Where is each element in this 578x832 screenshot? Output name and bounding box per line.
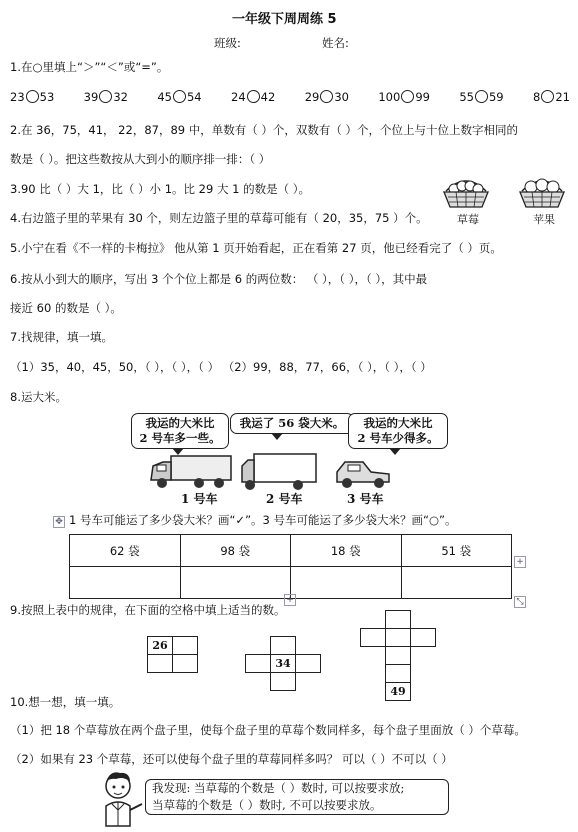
right-number: 53	[39, 90, 55, 104]
q1-comparisons	[10, 90, 570, 104]
q6-line2: 接近 60 的数是（ ）。	[10, 301, 122, 315]
q3-prompt: 3.90 比（ ）大 1，比（ ）小 1。比 29 大 1 的数是（ ）。	[10, 182, 310, 196]
q9-prompt: 9.按照上表中的规律，在下面的空格中填上适当的数。	[10, 603, 286, 617]
answer-circle[interactable]	[99, 90, 112, 103]
bubble-truck-3	[348, 413, 448, 449]
truck-2-icon	[240, 452, 318, 495]
grid-cell[interactable]	[148, 655, 173, 673]
grid-cell: 49	[386, 683, 411, 701]
bubble-3-line1: 我运的大米比	[363, 416, 433, 430]
bubble-truck-1	[131, 413, 229, 449]
add-column-icon[interactable]: +	[514, 556, 526, 568]
rice-options-table	[69, 534, 512, 599]
apple-label: 苹果	[533, 213, 555, 226]
discovery-note	[145, 779, 449, 815]
left-number: 55	[459, 90, 474, 104]
answer-circle[interactable]	[475, 90, 488, 103]
q10-part2: （2）如果有 23 个草莓，还可以使每个盘子里的草莓同样多吗？ 可以（ ）不可以（ ）	[10, 752, 453, 766]
number-grid-3	[360, 610, 436, 701]
left-number: 8	[533, 90, 541, 104]
left-number: 23	[10, 90, 25, 104]
comparison-item	[378, 90, 430, 104]
answer-circle[interactable]	[26, 90, 39, 103]
grid-cell[interactable]	[361, 629, 386, 647]
comparison-item	[157, 90, 201, 104]
resize-table-icon[interactable]: ⤡	[514, 596, 526, 608]
grid-cell: 26	[148, 637, 173, 655]
strawberry-label: 草莓	[457, 213, 479, 226]
left-number: 29	[304, 90, 320, 104]
grid-cell[interactable]	[246, 655, 271, 673]
comparison-item	[231, 90, 275, 104]
answer-circle[interactable]	[401, 90, 414, 103]
name-label: 姓名:	[322, 36, 349, 50]
table-move-handle-icon[interactable]: ✥	[53, 516, 65, 528]
right-number: 99	[415, 90, 430, 104]
right-number: 32	[113, 90, 128, 104]
right-number: 42	[260, 90, 276, 104]
bubble-truck-2	[230, 413, 354, 434]
option-cell: 62 袋	[70, 535, 181, 567]
answer-cell[interactable]	[401, 567, 512, 599]
q7-prompt: 7.找规律，填一填。	[10, 330, 113, 344]
comparison-item	[533, 90, 570, 104]
truck-3-label: 3 号车	[347, 492, 384, 506]
grid-cell[interactable]	[386, 665, 411, 683]
apple-basket-icon	[516, 173, 568, 212]
right-number: 30	[334, 90, 349, 104]
left-number: 39	[83, 90, 99, 104]
answer-cell[interactable]	[180, 567, 291, 599]
grid-cell[interactable]	[411, 629, 436, 647]
bubble-1-line1: 我运的大米比	[145, 416, 215, 430]
answer-cell[interactable]	[291, 567, 402, 599]
answer-circle[interactable]	[173, 90, 186, 103]
page-title: 一年级下周周练 5	[232, 12, 337, 27]
grid-cell[interactable]	[173, 655, 198, 673]
add-row-icon[interactable]: +	[284, 594, 296, 606]
answer-circle[interactable]	[320, 90, 333, 103]
grid-cell[interactable]	[386, 647, 411, 665]
truck-3-icon	[333, 452, 393, 493]
truck-1-label: 1 号车	[181, 492, 218, 506]
note-line1: 我发现: 当草莓的个数是（ ）数时, 可以按要求放;	[152, 781, 405, 795]
left-number: 24	[231, 90, 246, 104]
comparison-item	[459, 90, 503, 104]
grid-cell[interactable]	[296, 655, 321, 673]
class-label: 班级:	[214, 36, 241, 50]
q5-prompt: 5.小宁在看《不一样的卡梅拉》 他从第 1 页开始看起，正在看第 27 页，他已经看完了（ ）页。	[10, 241, 502, 255]
q8-prompt: 8.运大米。	[10, 390, 67, 404]
left-number: 45	[157, 90, 172, 104]
number-grid-1	[147, 636, 198, 673]
comparison-item	[10, 90, 54, 104]
grid-cell[interactable]	[271, 637, 296, 655]
comparison-item	[305, 90, 349, 104]
number-grid-2	[245, 636, 321, 691]
q8-instruction: 1 号车可能运了多少袋大米？画“✓”。3 号车可能运了多少袋大米？画“○”。	[69, 513, 457, 527]
note-line2: 当草莓的个数是（ ）数时, 不可以按要求放。	[152, 798, 382, 812]
q4-prompt: 4.右边篮子里的苹果有 30 个，则左边篮子里的草莓可能有（ 20，35，75 ）个。	[10, 211, 428, 225]
grid-cell: 34	[271, 655, 296, 673]
bubble-2-line1: 我运了 56 袋大米。	[239, 416, 345, 430]
grid-cell[interactable]	[386, 611, 411, 629]
grid-cell[interactable]	[271, 673, 296, 691]
grid-cell[interactable]	[386, 629, 411, 647]
answer-circle[interactable]	[247, 90, 260, 103]
q6-line1: 6.按从小到大的顺序，写出 3 个个位上都是 6 的两位数： （ ），（ ），（ ），其中最	[10, 272, 428, 286]
option-cell: 51 袋	[401, 535, 512, 567]
right-number: 59	[488, 90, 504, 104]
strawberry-basket-icon	[440, 173, 492, 212]
q7-sequences: （1）35，40，45，50，（ ），（ ），（ ） （2）99，88，77，66，（ ），（ ），（ ）	[10, 360, 432, 374]
right-number: 54	[186, 90, 202, 104]
answer-cell[interactable]	[70, 567, 181, 599]
answer-circle[interactable]	[541, 90, 554, 103]
q2-line2: 数是（ ）。把这些数按从大到小的顺序排一排：（ ）	[10, 152, 271, 166]
q1-prompt: 1.在○里填上“＞”“＜”或“=”。	[10, 60, 169, 74]
truck-2-label: 2 号车	[266, 492, 303, 506]
right-number: 21	[555, 90, 570, 104]
bubble-3-line2: 2 号车少得多。	[357, 431, 439, 445]
option-cell: 98 袋	[180, 535, 291, 567]
q2-line1: 2.在 36，75，41， 22，87，89 中，单数有（ ）个，双数有（ ）个，个位上与十位上数字相同的	[10, 123, 519, 137]
q10-prompt: 10.想一想，填一填。	[10, 695, 121, 709]
option-cell: 18 袋	[291, 535, 402, 567]
bubble-1-line2: 2 号车多一些。	[139, 431, 221, 445]
truck-1-icon	[149, 452, 233, 495]
boy-character-icon	[98, 770, 144, 831]
grid-cell[interactable]	[173, 637, 198, 655]
left-number: 100	[378, 90, 401, 104]
q10-part1: （1）把 18 个草莓放在两个盘子里，使每个盘子里的草莓个数同样多，每个盘子里面放（ ）个草莓。	[10, 723, 526, 737]
comparison-item	[84, 90, 128, 104]
